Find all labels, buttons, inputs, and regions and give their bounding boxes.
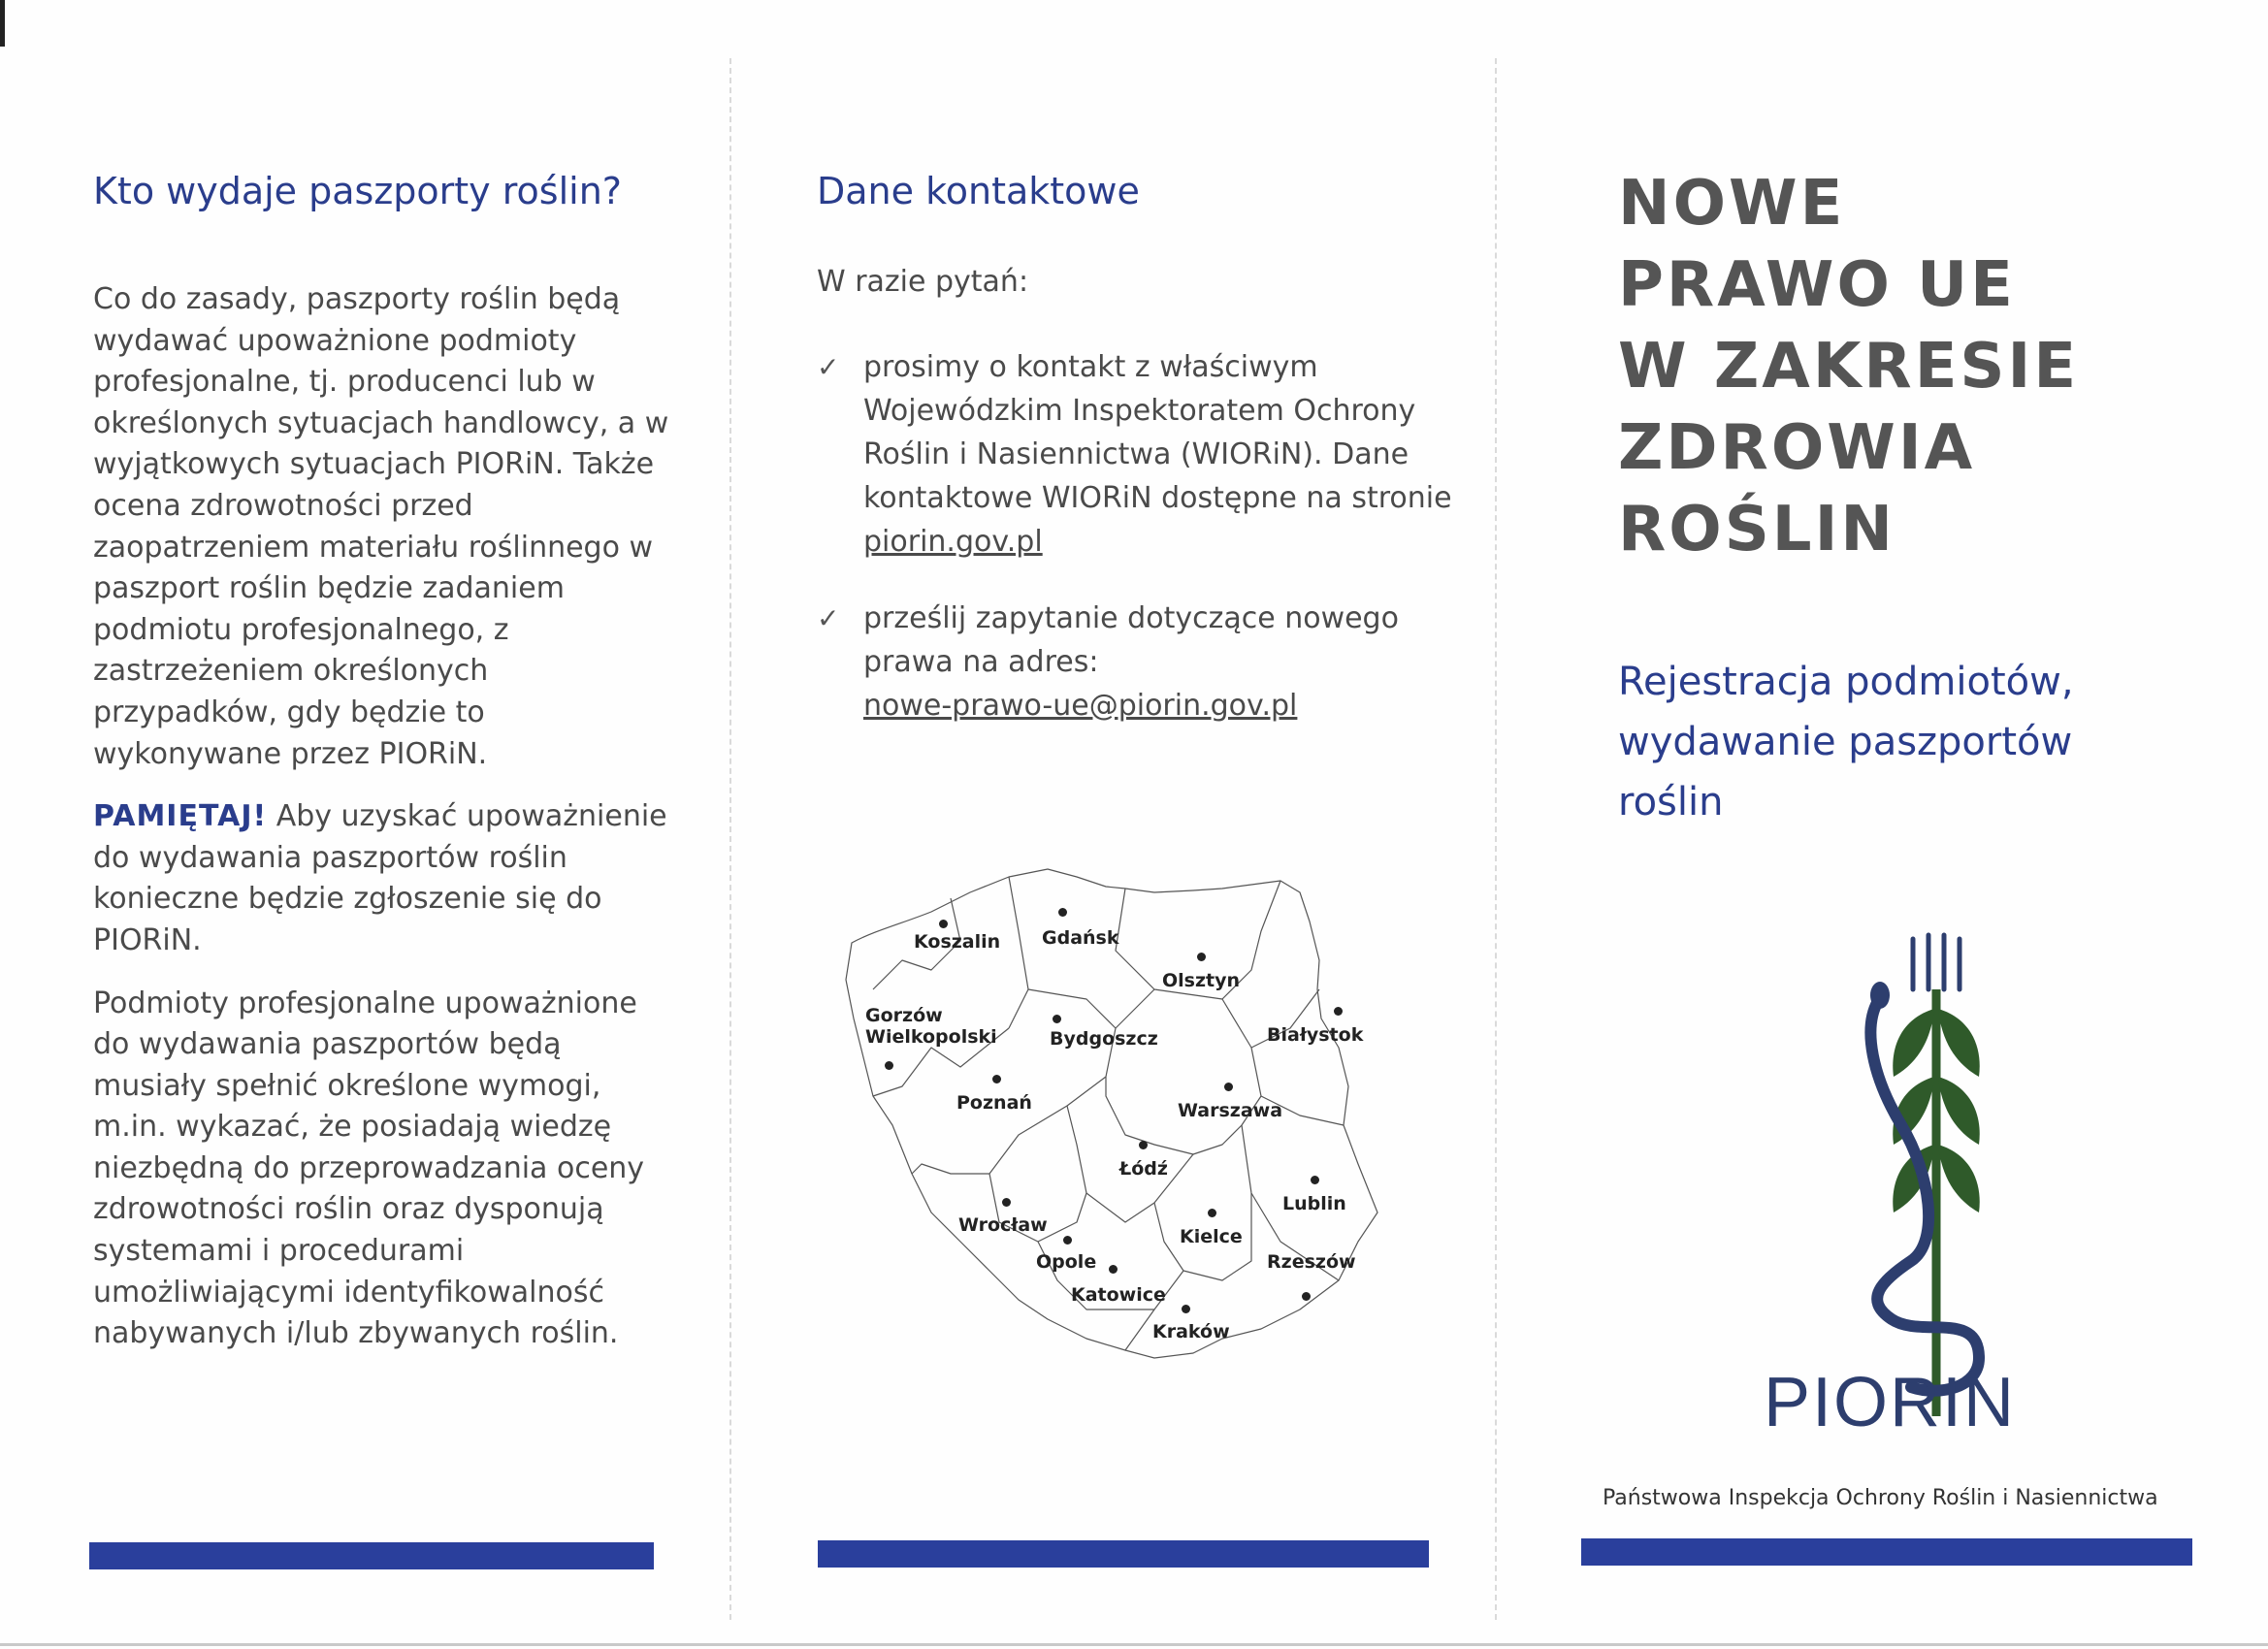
cover-subtitle-line: roślin	[1618, 780, 1724, 824]
checkmark-icon: ✓	[817, 602, 840, 634]
map-city-label: Opole	[1036, 1251, 1097, 1273]
map-city-dot	[1334, 1007, 1343, 1016]
map-city-dot	[939, 920, 948, 928]
map-city-dot	[1224, 1083, 1233, 1091]
map-city-label: Kraków	[1152, 1321, 1230, 1342]
fold-line-right	[1495, 58, 1497, 1620]
map-city-label: Gorzów Wielkopolski	[865, 1005, 997, 1048]
map-city-dot	[1109, 1265, 1118, 1274]
map-city-dot	[1208, 1209, 1216, 1217]
map-city-dot	[885, 1061, 893, 1070]
map-city-label: Katowice	[1071, 1284, 1166, 1306]
cover-subtitle-line: wydawanie paszportów	[1618, 720, 2073, 764]
map-city-label: Koszalin	[914, 931, 1001, 953]
map-city-label: Łódź	[1119, 1158, 1168, 1180]
border-gdansk	[1009, 877, 1028, 1028]
panel2-heading: Dane kontaktowe	[817, 170, 1140, 212]
remember-label: PAMIĘTAJ!	[93, 799, 268, 834]
contact-item-1-text: prosimy o kontakt z właściwym Wojewódzkim Inspektoratem Ochrony Roślin i Nasiennictwa (WIORiN). Dane kontaktowe WIORiN dostępne na stronie	[863, 350, 1452, 515]
map-city-dot	[1002, 1198, 1011, 1207]
contact-list	[817, 345, 1457, 760]
poland-voivodeship-map	[834, 854, 1426, 1397]
map-city-label: Wrocław	[958, 1214, 1048, 1236]
panel1-paragraph-3: Podmioty profesjonalne upoważnione do wydawania paszportów będą musiały spełnić określone wymogi, m.in. wykazać, że posiadają wiedzę niezbędną do przeprowadzania oceny zdrowotności roślin oraz dysponują systemami i procedurami umożliwiającymi identyfikowalność nabywanych i/lub zbywanych roślin.	[93, 986, 645, 1351]
cover-title-line: W ZAKRESIE	[1618, 331, 2080, 403]
border-warszawa	[1106, 989, 1261, 1154]
panel3-bottom-bar	[1581, 1538, 2192, 1566]
map-city-dot	[1182, 1305, 1190, 1313]
map-city-dot	[1302, 1292, 1311, 1301]
map-city-dot	[1197, 953, 1206, 961]
map-city-dot	[1053, 1015, 1061, 1023]
panel1-paragraph-2	[93, 796, 675, 961]
panel1-paragraph-1: Co do zasady, paszporty roślin będą wydawać upoważnione podmioty profesjonalne, tj. producenci lub w określonych sytuacjach handlowcy, a w wyjątkowych sytuacjach PIORiN. Także ocena zdrowotności przed zaopatrzeniem materiału roślinnego w paszport roślin będzie zadaniem podmiotu profesjonalnego, z zastrzeżeniem określonych przypadków, gdy będzie to wykonywane przez PIORiN.	[93, 282, 669, 771]
remember-text: Aby uzyskać upoważnienie do wydawania paszportów roślin konieczne będzie zgłoszenie się do PIORiN.	[93, 799, 667, 957]
map-city-dot	[1139, 1141, 1148, 1149]
piorin-website-link[interactable]: piorin.gov.pl	[863, 525, 1043, 559]
map-city-label: Warszawa	[1178, 1100, 1283, 1121]
panel1-body	[93, 279, 675, 1376]
organization-name: Państwowa Inspekcja Ochrony Roślin i Nasiennictwa	[1603, 1486, 2158, 1510]
scan-corner-mark	[0, 0, 5, 47]
map-city-dot	[992, 1075, 1001, 1083]
cover-subtitle	[1618, 652, 2074, 832]
contact-item-wiorin	[817, 345, 1457, 564]
map-city-label: Rzeszów	[1267, 1251, 1356, 1273]
cover-title-line: PRAWO UE	[1618, 249, 2016, 321]
panel1-heading: Kto wydaje paszporty roślin?	[93, 170, 622, 212]
cover-title-line: ROŚLIN	[1618, 494, 1895, 566]
contact-intro: W razie pytań:	[817, 265, 1029, 299]
map-city-dot	[1311, 1176, 1319, 1184]
map-city-label: Gdańsk	[1042, 927, 1119, 949]
map-city-label: Białystok	[1267, 1024, 1364, 1046]
map-city-label: Kielce	[1180, 1226, 1243, 1247]
cover-subtitle-line: Rejestracja podmiotów,	[1618, 660, 2074, 704]
contact-item-email	[817, 597, 1457, 728]
page-bottom-edge	[0, 1643, 2268, 1646]
map-city-label: Bydgoszcz	[1050, 1028, 1158, 1050]
map-city-label: Lublin	[1282, 1193, 1346, 1214]
map-city-label: Olsztyn	[1162, 970, 1241, 991]
map-city-label: Poznań	[956, 1092, 1032, 1114]
map-city-dot	[1058, 908, 1067, 917]
contact-item-2-text: prześlij zapytanie dotyczące nowego prawa na adres:	[863, 601, 1399, 679]
panel1-bottom-bar	[89, 1542, 654, 1569]
cover-title-line: ZDROWIA	[1618, 412, 1976, 484]
cover-title-line: NOWE	[1618, 168, 1846, 240]
map-city-dot	[1063, 1236, 1072, 1245]
piorin-logo-text: PIORIN	[1764, 1364, 2017, 1441]
fold-line-left	[729, 58, 731, 1620]
checkmark-icon: ✓	[817, 351, 840, 383]
panel2-bottom-bar	[818, 1540, 1429, 1568]
cover-title	[1618, 163, 2079, 570]
contact-email-link[interactable]: nowe-prawo-ue@piorin.gov.pl	[863, 689, 1298, 723]
